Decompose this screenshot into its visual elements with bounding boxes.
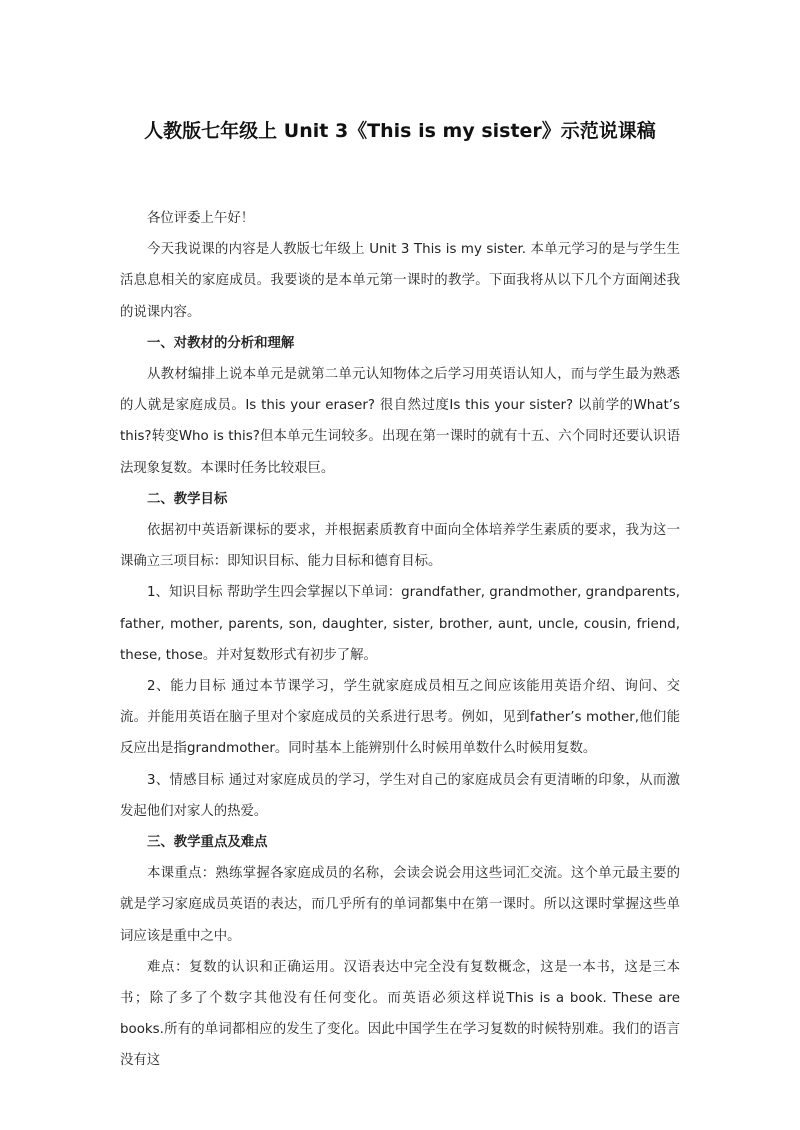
difficulty-paragraph: 难点：复数的认识和正确运用。汉语表达中完全没有复数概念，这是一本书，这是三本书；除了多了个数字其他没有任何变化。而英语必须这样说This is a book. These are books.所有的单词都相应的发生了变化。因此中国学生在学习复数的时候特别难。我们的语言没有这	[120, 959, 680, 1069]
document-title: 人教版七年级上 Unit 3《This is my sister》示范说课稿	[144, 120, 656, 142]
section-heading-teaching-goals: 二、教学目标	[147, 491, 228, 507]
emotion-goal-paragraph: 3、情感目标 通过对家庭成员的学习，学生对自己的家庭成员会有更清晰的印象，从而激发起他们对家人的热爱。	[120, 772, 680, 819]
intro-paragraph: 今天我说课的内容是人教版七年级上 Unit 3 This is my sister. 本单元学习的是与学生生活息息相关的家庭成员。我要谈的是本单元第一课时的教学。下面我将从以下几个方面阐述我的说课内容。	[120, 242, 680, 320]
section-heading-textbook-analysis: 一、对教材的分析和理解	[147, 335, 295, 351]
knowledge-goal-paragraph: 1、知识目标 帮助学生四会掌握以下单词：grandfather, grandmother, grandparents, father, mother, parents, son, daughter, sister, brother, aunt, uncle, cousin, friend, these, those。并对复数形式有初步了解。	[120, 585, 680, 663]
ability-goal-paragraph: 2、能力目标 通过本节课学习，学生就家庭成员相互之间应该能用英语介绍、询问、交流。并能用英语在脑子里对个家庭成员的关系进行思考。例如，见到father’s mother,他们能反应出是指grandmother。同时基本上能辨别什么时候用单数什么时候用复数。	[120, 679, 680, 757]
key-point-paragraph: 本课重点：熟练掌握各家庭成员的名称，会读会说会用这些词汇交流。这个单元最主要的就是学习家庭成员英语的表达，而几乎所有的单词都集中在第一课时。所以这课时掌握这些单词应该是重中之中。	[120, 866, 680, 944]
document-body	[120, 203, 680, 1077]
greeting-paragraph: 各位评委上午好！	[147, 211, 255, 226]
teaching-goals-paragraph: 依据初中英语新课标的要求，并根据素质教育中面向全体培养学生素质的要求，我为这一课确立三项目标：即知识目标、能力目标和德育目标。	[120, 523, 680, 570]
section-heading-key-points: 三、教学重点及难点	[147, 835, 268, 851]
textbook-analysis-paragraph: 从教材编排上说本单元是就第二单元认知物体之后学习用英语认知人，而与学生最为熟悉的人就是家庭成员。Is this your eraser? 很自然过度Is this your sister? 以前学的What’s this?转变Who is this?但本单元生词较多。出现在第一课时的就有十五、六个同时还要认识语法现象复数。本课时任务比较艰巨。	[120, 367, 680, 476]
